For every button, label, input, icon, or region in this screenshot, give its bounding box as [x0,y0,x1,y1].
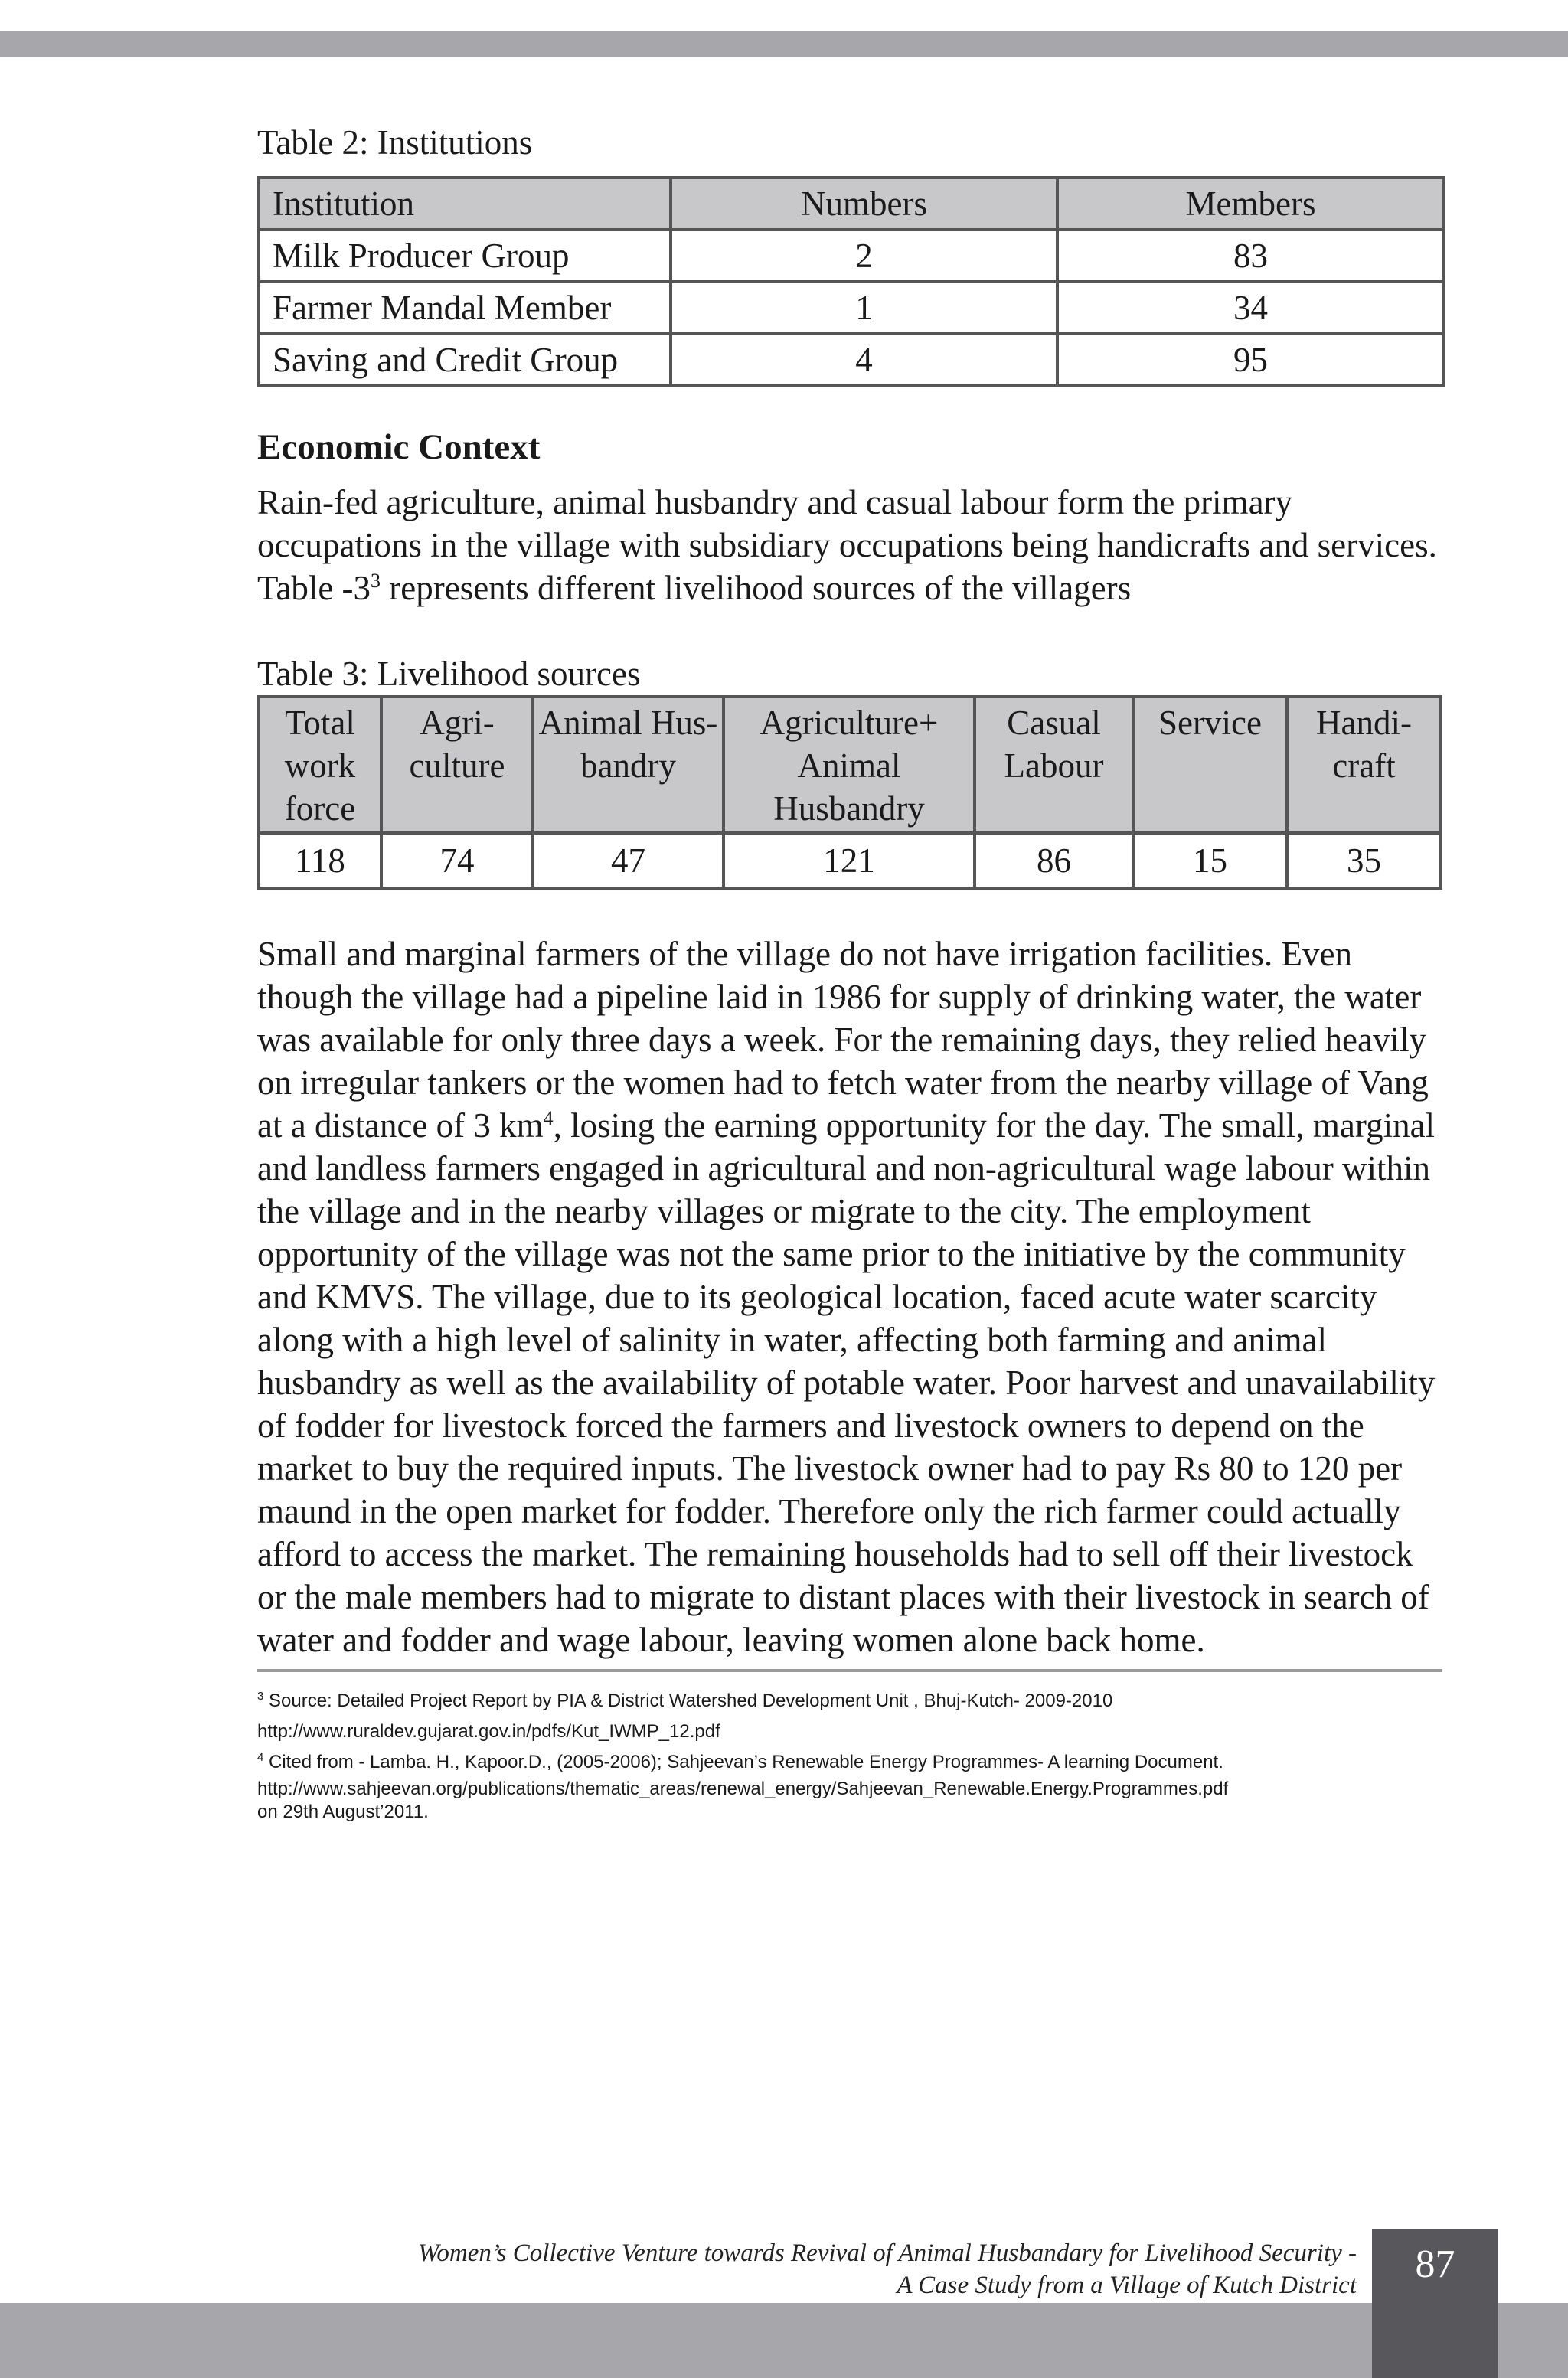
value-cell: 15 [1133,833,1287,888]
institution-cell: Farmer Mandal Member [259,282,671,334]
running-footer-title [418,2237,1357,2301]
table-row [259,282,1444,334]
members-cell: 95 [1057,334,1444,386]
column-header-numbers: Numbers [671,178,1057,230]
paragraph-text: represents different livelihood sources of the villagers [381,569,1132,607]
footnote-date: on 29th August’2011. [257,1801,429,1822]
table2-caption: Table 2: Institutions [257,123,533,162]
footnote-url-link[interactable]: http://www.ruraldev.gujarat.gov.in/pdfs/Kut_IWMP_12.pdf [257,1721,720,1742]
footer-title-line: Women’s Collective Venture towards Revival of Animal Husbandary for Livelihood Security - [417,2239,1357,2267]
value-cell: 86 [975,833,1133,888]
table-header-row [259,697,1441,833]
livelihood-table [257,695,1442,890]
economic-paragraph [257,481,1442,609]
members-cell: 83 [1057,230,1444,282]
institution-cell: Saving and Credit Group [259,334,671,386]
value-cell: 118 [259,833,381,888]
footer-title-line: A Case Study from a Village of Kutch District [897,2272,1357,2299]
column-header-members: Members [1057,178,1444,230]
column-header-handicraft: Handi- craft [1287,697,1441,833]
value-cell: 35 [1287,833,1441,888]
column-header-institution: Institution [259,178,671,230]
footnote-divider [257,1669,1442,1672]
table-row [259,334,1444,386]
footnote-3 [257,1686,1442,1717]
table-row [259,833,1441,888]
institutions-table [257,176,1446,387]
table3-caption: Table 3: Livelihood sources [257,655,641,693]
table-header-row [259,178,1444,230]
column-header-animal-husbandry: Animal Hus- bandry [533,697,724,833]
table-row [259,230,1444,282]
paragraph-text: Small and marginal farmers of the village do not have irrigation facilities. Even though the village had a pipeline laid in 1986 for supply of drinking water, the water was available for only three days a week. For the remaining days, they relied heavily on irregular tankers or the women had to fetch water from the nearby village of Vang at a distance of 3 km [257,935,1429,1145]
members-cell: 34 [1057,282,1444,334]
value-cell: 121 [724,833,975,888]
column-header-total-work-force: Total work force [259,697,381,833]
numbers-cell: 4 [671,334,1057,386]
footnote-ref: 3 [371,570,381,592]
page-content [257,121,1442,1824]
body-paragraph [257,933,1442,1661]
footnote-mark: 3 [257,1690,264,1703]
paragraph-text: , losing the earning opportunity for the day. The small, marginal and landless farmers engaged in agricultural and non-agricultural wage labour within the village and in the nearby villages or migrate to the city. The employment opportunity of the village was not the same prior to the initiative by the community and KMVS. The village, due to its geological location, faced acute water scarcity along with a high level of salinity in water, affecting both farming and animal husbandry as well as the availability of potable water. Poor harvest and unavailability of fodder for livestock forced the farmers and livestock owners to depend on the market to buy the required inputs. The livestock owner had to pay Rs 80 to 120 per maund in the open market for fodder. Therefore only the rich farmer could actually afford to access the market. The remaining households had to sell off their livestock or the male members had to migrate to distant places with their livestock in search of water and fodder and wage labour, leaving women alone back home. [257,1106,1436,1659]
column-header-agriculture: Agri- culture [381,697,533,833]
header-band [0,31,1568,57]
footnote-4 [257,1747,1442,1778]
section-heading: Economic Context [257,427,541,467]
numbers-cell: 1 [671,282,1057,334]
footnotes [257,1686,1442,1824]
footnote-text: Cited from - Lamba. H., Kapoor.D., (2005-2006); Sahjeevan’s Renewable Energy Programmes- A learning Document. [263,1752,1223,1772]
footnote-text: Source: Detailed Project Report by PIA & District Watershed Development Unit , Bhuj-Kutch- 2009-2010 [263,1690,1113,1711]
value-cell: 74 [381,833,533,888]
paragraph-text: Rain-fed agriculture, animal husbandry and casual labour form the primary occupations in the village with subsidiary occupations being handicrafts and services. Table -3 [257,483,1437,607]
column-header-service: Service [1133,697,1287,833]
column-header-agriculture-animal-husbandry: Agriculture+ Animal Husbandry [724,697,975,833]
numbers-cell: 2 [671,230,1057,282]
footer-band [0,2303,1568,2378]
footnote-ref: 4 [543,1107,554,1129]
page-number: 87 [1415,2242,1455,2286]
value-cell: 47 [533,833,724,888]
footnote-mark: 4 [257,1751,264,1764]
column-header-casual-labour: Casual Labour [975,697,1133,833]
footnote-url-link[interactable]: http://www.sahjeevan.org/publications/thematic_areas/renewal_energy/Sahjeevan_Renewable.Energy.Programmes.pdf [257,1779,1229,1799]
institution-cell: Milk Producer Group [259,230,671,282]
